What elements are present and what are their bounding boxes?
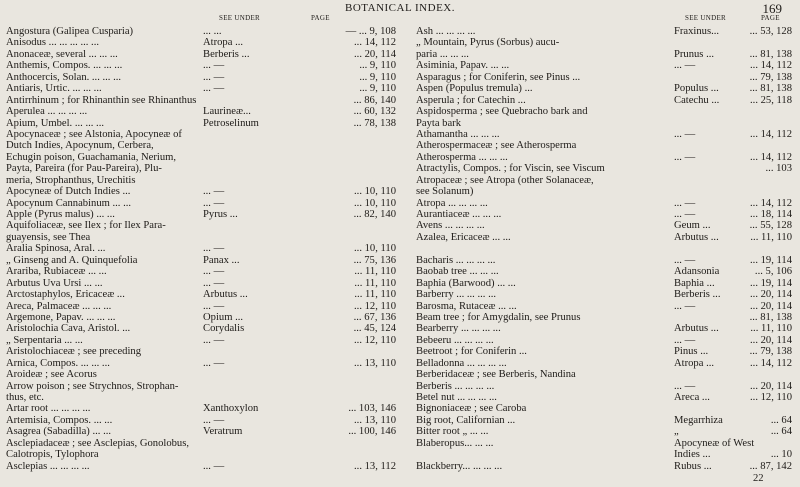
see-under-ref: ... — <box>203 334 225 346</box>
index-entry <box>6 358 400 369</box>
see-under-ref: ... — <box>203 197 225 209</box>
page-ref: ... 9, 110 <box>359 83 396 95</box>
index-entry <box>6 403 400 414</box>
page-ref: ... 20, 114 <box>750 334 792 346</box>
entry-term: Blackberry... ... ... ... <box>416 460 503 472</box>
page-ref: ... 67, 136 <box>353 311 396 323</box>
index-column-left <box>6 14 400 472</box>
page-ref: ... 81, 138 <box>749 83 792 95</box>
page-ref: ... 20, 114 <box>750 300 792 312</box>
see-under-ref: Megarrhiza <box>674 414 723 426</box>
index-entry <box>6 106 400 117</box>
index-entry <box>6 60 400 71</box>
index-entry <box>416 95 794 106</box>
page-ref: ... 19, 114 <box>750 254 792 266</box>
see-under-ref: ... — <box>674 380 696 392</box>
see-under-ref: Laurineæ... <box>203 106 251 118</box>
see-under-ref: ... — <box>674 300 696 312</box>
see-under-ref: ... — <box>674 60 696 72</box>
see-under-ref: ... — <box>203 414 225 426</box>
see-under-ref: Prunus ... <box>674 48 715 60</box>
entry-term: Apocynum Cannabinum ... ... <box>6 197 132 209</box>
see-under-ref: ... — <box>203 71 225 83</box>
entry-term: Aroideæ ; see Acorus <box>6 369 97 381</box>
entry-term: Asparagus ; for Coniferin, see Pinus ... <box>416 71 581 83</box>
index-entry <box>416 392 794 403</box>
see-under-ref: ... — <box>674 151 696 163</box>
entry-term: Bacharis ... ... ... ... <box>416 254 496 266</box>
page-ref: ... 81, 138 <box>749 311 792 323</box>
index-entry <box>6 72 400 83</box>
page-ref: ... 79, 138 <box>749 346 792 358</box>
index-entry <box>416 106 794 117</box>
see-under-header: SEE UNDER <box>219 14 261 22</box>
entry-term: paria ... ... ... <box>416 48 469 60</box>
see-under-ref: ... — <box>203 83 225 95</box>
index-entry <box>416 369 794 380</box>
entry-term: Arctostaphylos, Ericaceæ ... <box>6 289 125 301</box>
index-entry <box>6 278 400 289</box>
page-ref: ... 11, 110 <box>750 323 792 335</box>
entry-term: Antiaris, Urtic. ... ... ... <box>6 83 102 95</box>
entry-term: Payta, Pareira (for Pau-Pareira), Plu- <box>6 163 162 175</box>
index-entry <box>416 312 794 323</box>
see-under-ref: ... — <box>203 277 225 289</box>
page-ref: ... 53, 128 <box>749 26 792 37</box>
see-under-ref: Corydalis <box>203 323 245 335</box>
see-under-ref: ... — <box>674 197 696 209</box>
see-under-ref: ... — <box>674 254 696 266</box>
entry-term: Aspidosperma ; see Quebracho bark and <box>416 106 588 118</box>
page-ref: ... 64 <box>770 426 792 438</box>
entry-term: „ Serpentaria ... ... <box>6 334 83 346</box>
see-under-ref: Populus ... <box>674 83 719 95</box>
page-ref: ... 9, 110 <box>359 60 396 72</box>
entry-term: Aurantiaceæ ... ... ... <box>416 209 502 220</box>
see-under-ref: Pinus ... <box>674 346 709 358</box>
index-entry <box>416 243 794 254</box>
entry-term: Bebeeru ... ... ... ... <box>416 334 494 346</box>
entry-term: Big root, Californian ... <box>416 414 516 426</box>
entry-term: Arnica, Compos. ... ... ... <box>6 357 110 369</box>
entry-term: Asagrea (Sabadilla) ... ... <box>6 426 112 438</box>
page-ref: ... 78, 138 <box>353 117 396 129</box>
page-ref: ... 11, 110 <box>750 231 792 243</box>
page-ref: ... 25, 118 <box>750 94 792 106</box>
entry-term: Argemone, Papav. ... ... ... <box>6 311 116 323</box>
page-ref: ... 14, 112 <box>750 151 792 163</box>
index-entry <box>416 60 794 71</box>
see-under-ref: ... — <box>203 300 225 312</box>
entry-term: Apium, Umbel. ... ... ... <box>6 117 104 129</box>
page-header: PAGE <box>311 14 330 22</box>
index-entry <box>416 255 794 266</box>
entry-term: „ Ginseng and A. Quinquefolia <box>6 254 138 266</box>
entry-term: Atherospermaceæ ; see Atherosperma <box>416 140 577 152</box>
see-under-ref: Apocyneæ of West <box>674 437 755 449</box>
see-under-ref: ... — <box>203 357 225 369</box>
index-entry <box>6 209 400 220</box>
entry-term: Ash ... ... ... ... <box>416 26 476 37</box>
index-entry <box>416 426 794 437</box>
see-under-ref: Opium ... <box>203 311 244 323</box>
see-under-ref: ... — <box>203 186 225 198</box>
entry-term: Asperula ; for Catechin ... <box>416 94 526 106</box>
page-ref: ... 14, 112 <box>750 357 792 369</box>
signature-mark: 22 <box>753 473 764 484</box>
entry-term: Areca, Palmaceæ ... ... ... <box>6 300 112 312</box>
index-entry <box>416 301 794 312</box>
see-under-ref: Arbutus ... <box>674 323 719 335</box>
entry-term: Berberidaceæ ; see Berberis, Nandina <box>416 369 576 381</box>
index-entry <box>6 449 400 460</box>
index-entry <box>416 449 794 460</box>
see-under-ref: ... — <box>203 266 225 278</box>
entry-term: Atractylis, Compos. ; for Viscin, see Viscum <box>416 163 605 175</box>
see-under-ref: Areca ... <box>674 392 710 403</box>
index-entry <box>6 49 400 60</box>
entry-term: Beetroot ; for Coniferin ... <box>416 346 527 358</box>
page-ref: ... 11, 110 <box>354 289 396 301</box>
see-under-ref: Berberis ... <box>674 289 721 301</box>
entry-term: Antirrhinum ; for Rhinanthin see Rhinanthus <box>6 94 197 106</box>
index-column-right <box>416 14 794 472</box>
see-under-ref: Panax ... <box>203 254 240 266</box>
entry-term: Athamantha ... ... ... <box>416 128 500 140</box>
page-ref: ... 13, 110 <box>354 414 396 426</box>
index-entry <box>416 415 794 426</box>
index-entry <box>6 381 400 392</box>
entry-term: Apple (Pyrus malus) ... ... <box>6 209 115 220</box>
see-under-ref: Geum ... <box>674 220 711 232</box>
entry-term: guayensis, see Thea <box>6 231 91 243</box>
entry-term: Barosma, Rutaceæ ... ... <box>416 300 517 312</box>
entry-term: Angostura (Galipea Cusparia) <box>6 26 134 37</box>
entry-term: Asclepias ... ... ... ... <box>6 460 90 472</box>
index-entry <box>416 358 794 369</box>
index-entry <box>6 335 400 346</box>
index-entry <box>6 323 400 334</box>
page-number: 169 <box>762 1 782 16</box>
index-entry <box>416 163 794 174</box>
entry-term: Payta bark <box>416 117 462 129</box>
page-ref: ... 12, 110 <box>750 392 792 403</box>
see-under-ref: ... — <box>203 243 225 255</box>
entry-term: Apocynaceæ ; see Alstonia, Apocyneæ of <box>6 128 182 140</box>
page-ref: ... 20, 114 <box>750 380 792 392</box>
entry-term: see Solanum) <box>416 186 474 198</box>
page-ref: ... 13, 110 <box>354 357 396 369</box>
index-entry <box>416 278 794 289</box>
see-under-ref: Veratrum <box>203 426 243 438</box>
page-ref: ... 18, 114 <box>750 209 792 220</box>
entry-term: Betel nut ... ... ... ... <box>416 392 497 403</box>
entry-term: Calotropis, Tylophora <box>6 449 99 461</box>
page-ref: ... 20, 114 <box>354 48 396 60</box>
index-entry <box>6 152 400 163</box>
index-entry <box>6 198 400 209</box>
entry-term: Blaberopus... ... ... <box>416 437 494 449</box>
entry-term: Berberis ... ... ... ... <box>416 380 495 392</box>
entry-term: Anthemis, Compos. ... ... ... <box>6 60 123 72</box>
page-ref: ... 10 <box>770 449 792 461</box>
index-entry <box>6 255 400 266</box>
entry-term: Arbutus Uva Ursi ... ... <box>6 277 103 289</box>
index-entry <box>6 37 400 48</box>
index-entry <box>6 346 400 357</box>
page-ref: ... 87, 142 <box>749 460 792 472</box>
page-ref: ... 10, 110 <box>354 197 396 209</box>
index-entry <box>6 289 400 300</box>
index-entry <box>6 243 400 254</box>
index-entry <box>6 186 400 197</box>
page-ref: ... 82, 140 <box>353 209 396 220</box>
entry-term: thus, etc. <box>6 392 44 403</box>
index-entry <box>416 140 794 151</box>
entry-term: Arrow poison ; see Strychnos, Strophan- <box>6 380 179 392</box>
index-entry <box>6 220 400 231</box>
index-entry <box>416 323 794 334</box>
index-entry <box>416 152 794 163</box>
see-under-ref: Catechu ... <box>674 94 720 106</box>
entry-term: Apocyneæ of Dutch Indies ... <box>6 186 131 198</box>
page-ref: ... 45, 124 <box>353 323 396 335</box>
page-ref: ... 14, 112 <box>354 37 396 49</box>
see-under-ref: Fraxinus... <box>674 26 720 37</box>
page-ref: ... 75, 136 <box>353 254 396 266</box>
see-under-ref: Adansonia <box>674 266 720 278</box>
index-entry <box>6 129 400 140</box>
see-under-ref: Pyrus ... <box>203 209 238 220</box>
entry-term: Beam tree ; for Amygdalin, see Prunus <box>416 311 581 323</box>
column-headers-right <box>416 14 794 26</box>
page-ref: ... 79, 138 <box>749 71 792 83</box>
index-entry <box>416 438 794 449</box>
entry-term: Artemisia, Compos. ... ... <box>6 414 113 426</box>
index-entry <box>416 232 794 243</box>
entry-term: Atropaceæ ; see Atropa (other Solanaceæ, <box>416 174 594 186</box>
entry-term: Asclepiadaceæ ; see Asclepias, Gonolobus, <box>6 437 189 449</box>
index-entry <box>6 266 400 277</box>
see-under-ref: ... — <box>674 209 696 220</box>
index-entry <box>416 289 794 300</box>
index-entry <box>416 266 794 277</box>
page-ref: ... 20, 114 <box>750 289 792 301</box>
index-entry <box>416 403 794 414</box>
index-entry <box>416 37 794 48</box>
see-under-ref: Rubus ... <box>674 460 712 472</box>
index-entry <box>416 129 794 140</box>
entry-term: Anonaceæ, several ... ... ... <box>6 48 118 60</box>
running-header: BOTANICAL INDEX. <box>345 2 455 14</box>
page-ref: ... 13, 112 <box>354 460 396 472</box>
index-entry <box>6 438 400 449</box>
page-ref: ... 60, 132 <box>353 106 396 118</box>
see-under-ref: ... — <box>674 128 696 140</box>
entry-term: Asiminia, Papav. ... ... <box>416 60 510 72</box>
page-ref: ... 11, 110 <box>354 277 396 289</box>
page-ref: ... 64 <box>770 414 792 426</box>
page-ref: ... 10, 110 <box>354 243 396 255</box>
page-ref: ... 81, 138 <box>749 48 792 60</box>
index-entry <box>6 26 400 37</box>
entry-term: Aralia Spinosa, Aral. ... <box>6 243 106 255</box>
index-entry <box>416 198 794 209</box>
entry-term: meria, Strophanthus, Urechitis <box>6 174 136 186</box>
index-entry <box>416 118 794 129</box>
entry-term: Bitter root „ ... ... <box>416 426 489 438</box>
page-ref: ... 19, 114 <box>750 277 792 289</box>
entry-term: Artar root ... ... ... ... <box>6 403 91 415</box>
entry-term: Aristolochiaceæ ; see preceding <box>6 346 142 358</box>
entry-term: Baobab tree ... ... ... <box>416 266 499 278</box>
index-entry <box>416 49 794 60</box>
index-entry <box>416 175 794 186</box>
see-under-ref: Atropa ... <box>203 37 244 49</box>
page-ref: ... 14, 112 <box>750 197 792 209</box>
entry-term: Barberry ... ... ... ... <box>416 289 497 301</box>
see-under-ref: ... ... <box>203 26 222 37</box>
column-headers-left <box>6 14 400 26</box>
page-ref: ... 5, 106 <box>754 266 792 278</box>
entry-term: Arariba, Rubiaceæ ... ... <box>6 266 107 278</box>
page-ref: ... 11, 110 <box>354 266 396 278</box>
index-entry <box>416 346 794 357</box>
entry-term: Avens ... ... ... ... <box>416 220 485 232</box>
page-ref: — ... 9, 108 <box>345 26 396 37</box>
index-entry <box>6 232 400 243</box>
index-entry <box>6 140 400 151</box>
page-ref: ... 14, 112 <box>750 128 792 140</box>
see-under-ref: Petroselinum <box>203 117 259 129</box>
index-entry <box>6 312 400 323</box>
see-under-ref: ... — <box>203 460 225 472</box>
page-ref: ... 103 <box>765 163 792 175</box>
index-entry <box>6 426 400 437</box>
entry-term: Aperulea ... ... ... ... <box>6 106 88 118</box>
entry-term: Anisodus ... ... ... ... ... <box>6 37 99 49</box>
entry-term: Bearberry ... ... ... ... <box>416 323 501 335</box>
index-entry <box>6 95 400 106</box>
see-under-ref: Xanthoxylon <box>203 403 259 415</box>
see-under-ref: Arbutus ... <box>674 231 719 243</box>
see-under-ref: Indies ... <box>674 449 711 461</box>
entry-term: Aspen (Populus tremula) ... <box>416 83 533 95</box>
page-ref: ... 103, 146 <box>348 403 396 415</box>
index-entry <box>416 461 794 472</box>
page-ref: ... 14, 112 <box>750 60 792 72</box>
page-ref: ... 55, 128 <box>749 220 792 232</box>
page-ref: ... 100, 146 <box>348 426 396 438</box>
page-ref: ... 12, 110 <box>354 300 396 312</box>
index-entry <box>6 392 400 403</box>
index-entry <box>6 175 400 186</box>
index-entry <box>416 381 794 392</box>
see-under-ref: ... — <box>674 334 696 346</box>
index-entry <box>6 83 400 94</box>
entry-term: „ Mountain, Pyrus (Sorbus) aucu- <box>416 37 560 49</box>
entry-term: Atherosperma ... ... ... <box>416 151 508 163</box>
entry-term: Anthocercis, Solan. ... ... ... <box>6 71 122 83</box>
index-entry <box>6 163 400 174</box>
page-ref: ... 9, 110 <box>359 71 396 83</box>
see-under-ref: ... — <box>203 60 225 72</box>
entry-term: Azalea, Ericaceæ ... ... <box>416 231 511 243</box>
index-entry <box>416 335 794 346</box>
see-under-ref: Berberis ... <box>203 48 250 60</box>
entry-term: Dutch Indies, Apocynum, Cerbera, <box>6 140 154 152</box>
entry-term: Aquifoliaceæ, see Ilex ; for Ilex Para- <box>6 220 166 232</box>
page-ref: ... 10, 110 <box>354 186 396 198</box>
entry-term: Echugin poison, Guachamania, Nerium, <box>6 151 177 163</box>
index-entry <box>6 118 400 129</box>
index-entry <box>416 220 794 231</box>
see-under-ref: Baphia ... <box>674 277 715 289</box>
index-entry <box>416 83 794 94</box>
entry-term: Atropa ... ... ... ... <box>416 197 488 209</box>
index-entry <box>416 26 794 37</box>
page-header: PAGE <box>761 14 780 22</box>
see-under-header: SEE UNDER <box>685 14 727 22</box>
index-entry <box>416 72 794 83</box>
index-entry <box>416 186 794 197</box>
index-entry <box>416 209 794 220</box>
index-entry <box>6 461 400 472</box>
see-under-ref: Atropa ... <box>674 357 715 369</box>
index-entry <box>6 369 400 380</box>
index-entry <box>6 415 400 426</box>
index-entry <box>6 301 400 312</box>
see-under-ref: „ <box>674 426 679 438</box>
page-ref: ... 12, 110 <box>354 334 396 346</box>
see-under-ref: Arbutus ... <box>203 289 248 301</box>
entry-term: Baphia (Barwood) ... ... <box>416 277 516 289</box>
entry-term: Aristolochia Cava, Aristol. ... <box>6 323 131 335</box>
page-ref: ... 86, 140 <box>353 94 396 106</box>
entry-term: Bignoniaceæ ; see Caroba <box>416 403 527 415</box>
entry-term: Belladonna ... ... ... ... <box>416 357 507 369</box>
